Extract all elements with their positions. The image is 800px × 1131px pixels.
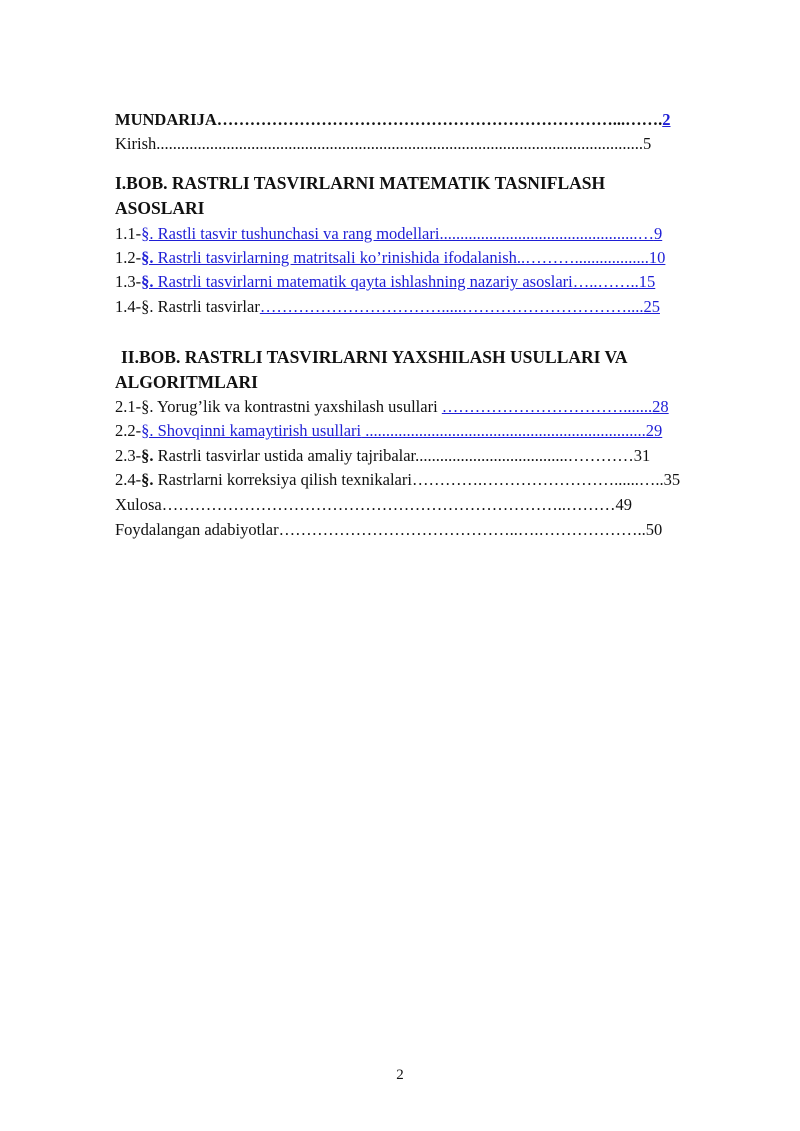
toc-entry-link[interactable]	[141, 421, 662, 440]
toc-entry-dots: ………………………………………………………………..………	[161, 495, 616, 514]
toc-entry-dots: ………..................	[525, 248, 649, 267]
chapter2-heading-line1: II.BOB. RASTRLI TASVIRLARNI YAXSHILASH USULLARI VA	[121, 347, 628, 367]
toc-entry-page: 50	[645, 520, 663, 539]
toc-entry-2-3	[115, 445, 650, 467]
toc-entry-2-2	[115, 420, 662, 442]
toc-entry-link[interactable]	[442, 397, 669, 416]
toc-entry-number: 1.2-	[115, 248, 142, 267]
toc-entry-label: Foydalangan adabiyotlar	[115, 520, 279, 539]
toc-entry-title: Rastrli tasvirlarni matematik qayta ishlashning nazariy asoslari	[153, 272, 573, 291]
toc-entry-references	[115, 519, 662, 541]
toc-entry-title: Rastrli tasvirlarning matritsali ko’rinishida ifodalanish..	[153, 248, 526, 267]
toc-entry-section-mark: §.	[141, 470, 154, 489]
toc-entry-number: 1.1-	[115, 224, 142, 243]
toc-entry-page: 49	[615, 495, 632, 514]
toc-entry-dots: ……………………………………..….………………..	[278, 520, 646, 539]
toc-entry-dots: ................................................…	[439, 224, 654, 243]
toc-entry-page: 28	[652, 397, 669, 416]
toc-entry-dots: ......................................................................................................................	[156, 134, 643, 153]
toc-entry-title: Rastrli tasvirlar ustida amaliy tajribalar	[153, 446, 416, 465]
toc-entry-1-3	[115, 271, 655, 293]
toc-entry-dots: ....................................................................	[361, 421, 646, 440]
toc-entry-number: 1.3-	[115, 272, 142, 291]
toc-entry-number: 2.2-	[115, 421, 142, 440]
toc-entry-section-mark: §.	[141, 272, 154, 291]
toc-entry-page: 9	[653, 224, 663, 243]
toc-entry-1-2	[115, 247, 665, 269]
toc-entry-dots: …………………………….......	[441, 397, 653, 416]
toc-entry-page: 25	[643, 297, 660, 316]
toc-entry-2-4	[115, 469, 680, 491]
toc-entry-title: §. Shovqinni kamaytirish usullari	[141, 421, 362, 440]
toc-entry-label: Kirish	[115, 134, 157, 153]
chapter1-heading-line1: I.BOB. RASTRLI TASVIRLARNI MATEMATIK TASNIFLASH	[115, 173, 606, 193]
toc-entry-number: 2.1-	[115, 397, 142, 416]
toc-entry-section-mark: §.	[141, 248, 154, 267]
toc-entry-1-1	[115, 223, 662, 245]
toc-entry-page: 15	[638, 272, 656, 291]
toc-entry-number: 2.4-	[115, 470, 142, 489]
toc-entry-dots: …..……..	[572, 272, 639, 291]
toc-entry-number: 1.4-	[115, 297, 142, 316]
toc-entry-link[interactable]	[260, 297, 660, 316]
toc-entry-dots: ………….……………………......…..	[411, 470, 664, 489]
toc-entry-page: 10	[648, 248, 666, 267]
toc-entry-xulosa	[115, 494, 632, 516]
toc-entry-dots: .....................................…………	[415, 446, 634, 465]
page-number: 2	[396, 1067, 404, 1083]
toc-title-page-link[interactable]: 2	[662, 110, 671, 129]
toc-entry-title: Rastrlarni korreksiya qilish texnikalari	[153, 470, 412, 489]
toc-entry-number: 2.3-	[115, 446, 142, 465]
toc-entry-page: 29	[645, 421, 663, 440]
chapter2-heading-line2: ALGORITMLARI	[115, 372, 258, 392]
chapter1-heading-line2: ASOSLARI	[115, 198, 205, 218]
toc-entry-link[interactable]	[141, 224, 662, 243]
toc-entry-dots: …………………………….....…………………………....	[259, 297, 644, 316]
toc-entry-kirish	[115, 133, 651, 155]
toc-entry-title: §. Rastli tasvir tushunchasi va rang modellari	[141, 224, 440, 243]
toc-entry-title: §. Yorug’lik va kontrastni yaxshilash usullari	[141, 397, 442, 416]
toc-entry-page: 31	[633, 446, 651, 465]
toc-entry-page: 5	[643, 134, 652, 153]
toc-entry-link[interactable]	[141, 272, 655, 291]
toc-entry-section-mark: §.	[141, 446, 154, 465]
toc-title: MUNDARIJA	[115, 110, 217, 129]
toc-entry-label: Xulosa	[115, 495, 162, 514]
toc-entry-2-1	[115, 396, 669, 418]
toc-title-line	[115, 109, 671, 131]
toc-entry-title: §. Rastrli tasvirlar	[141, 297, 260, 316]
toc-entry-link[interactable]	[141, 248, 665, 267]
toc-entry-page: 35	[663, 470, 681, 489]
toc-title-dots: ………………………………………………………………...…….	[216, 110, 663, 129]
toc-entry-1-4	[115, 296, 660, 318]
